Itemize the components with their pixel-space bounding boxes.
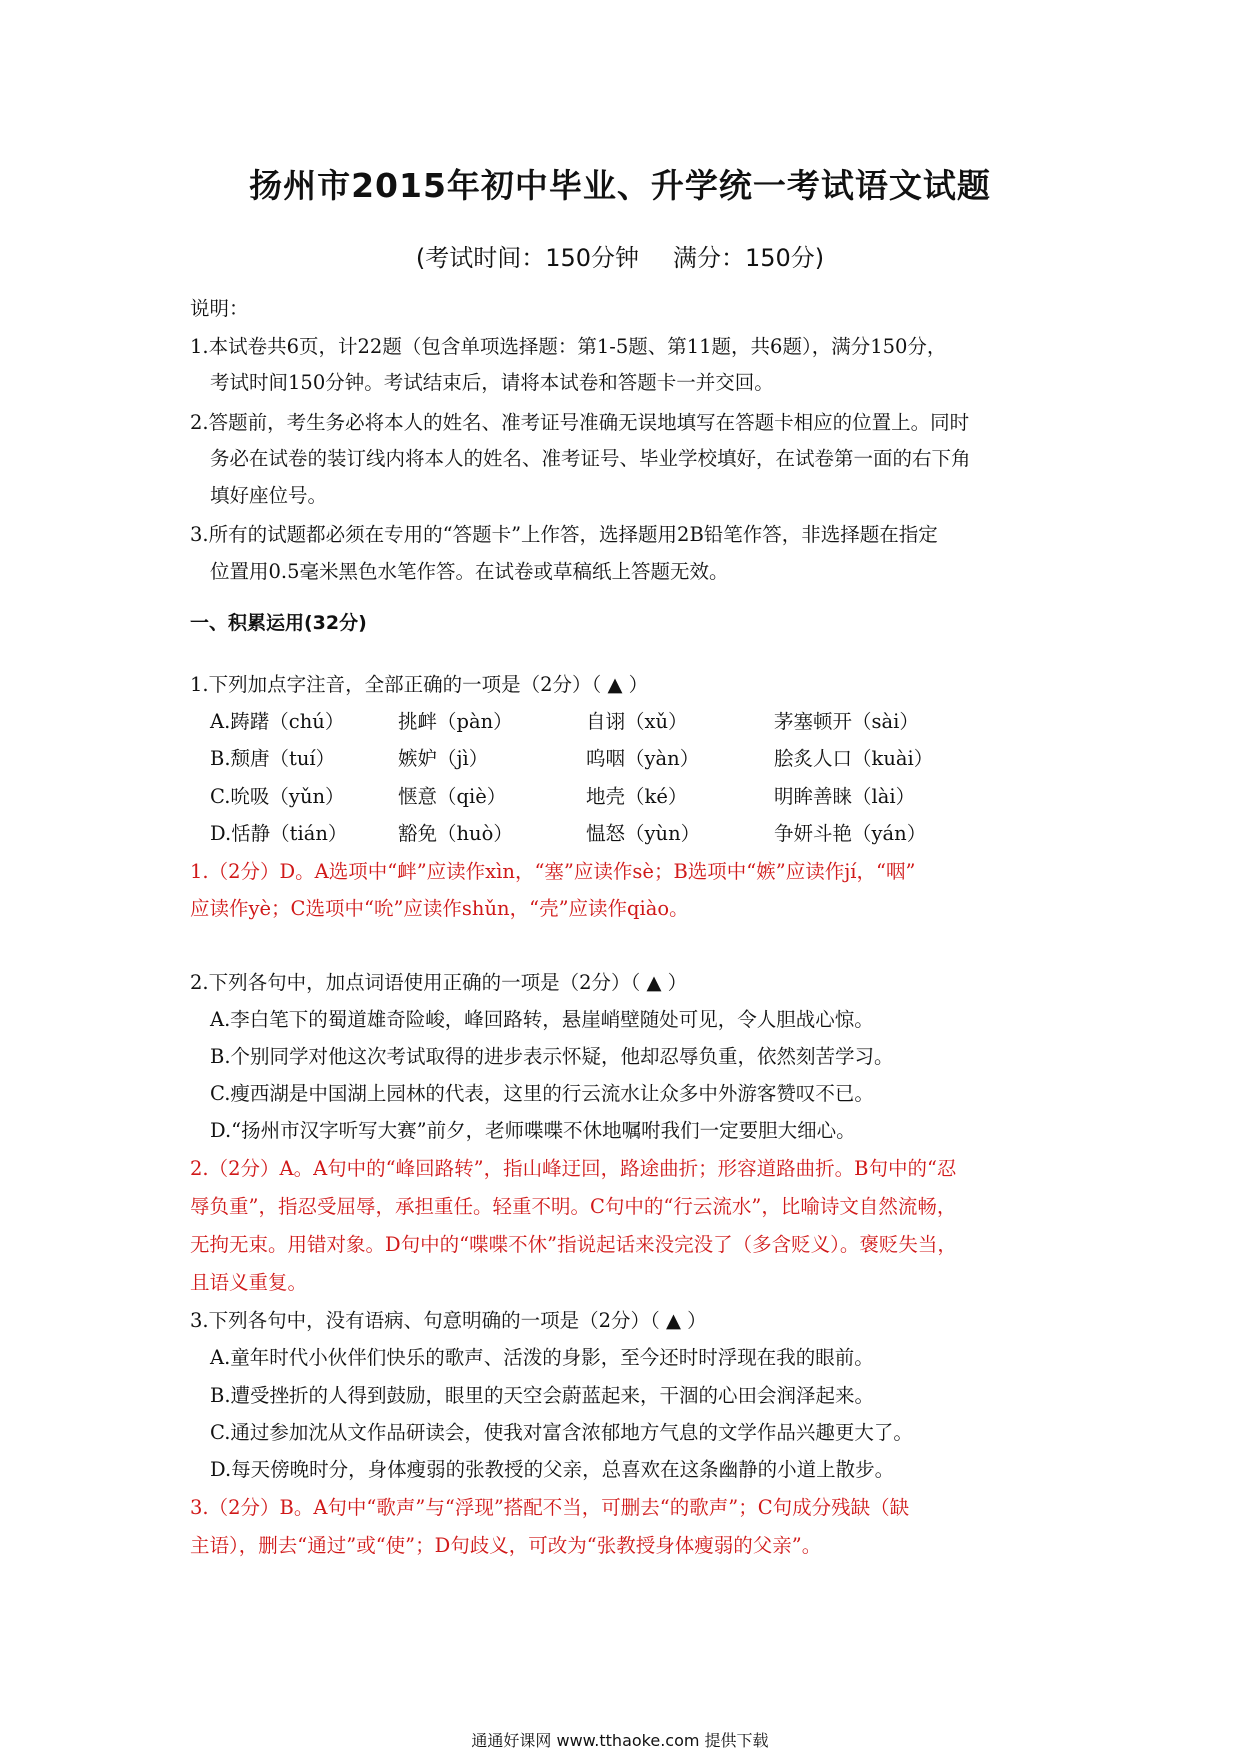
q1-option: 自诩（xǔ）	[586, 710, 688, 733]
q1-option: 挑衅（pàn）	[398, 710, 513, 733]
q2-answer-line1: 2.（2分）A。A句中的“峰回路转”，指山峰迂回，路途曲折；形容道路曲折。B句中的“忍	[190, 1157, 957, 1180]
instructions-heading: 说明：	[190, 297, 249, 320]
q1-option: B.颓唐（tuí）	[210, 747, 336, 770]
instruction-2-line1: 2.答题前，考生务必将本人的姓名、准考证号准确无误地填写在答题卡相应的位置上。同时	[190, 411, 970, 434]
q2-answer-line2: 辱负重”，指忍受屈辱，承担重任。轻重不明。C句中的“行云流水”，比喻诗文自然流畅，	[190, 1195, 957, 1218]
instruction-2-line2: 务必在试卷的装订线内将本人的姓名、准考证号、毕业学校填好，在试卷第一面的右下角	[210, 447, 971, 470]
instruction-1-line1: 1.本试卷共6页，计22题（包含单项选择题：第1-5题、第11题，共6题），满分150分，	[190, 335, 947, 358]
q3-option-c: C.通过参加沈从文作品研读会，使我对富含浓郁地方气息的文学作品兴趣更大了。	[210, 1421, 913, 1444]
q1-answer-line2: 应读作yè；C选项中“吮”应读作shǔn，“壳”应读作qiào。	[190, 897, 689, 920]
section-heading: 一、积累运用(32分)	[190, 612, 367, 634]
q2-answer-line3: 无拘无束。用错对象。D句中的“喋喋不休”指说起话来没完没了（多含贬义）。褒贬失当，	[190, 1233, 957, 1256]
q1-option: D.恬静（tián）	[210, 822, 348, 845]
q2-option-c: C.瘦西湖是中国湖上园林的代表，这里的行云流水让众多中外游客赞叹不已。	[210, 1082, 874, 1105]
instruction-1-line2: 考试时间150分钟。考试结束后，请将本试卷和答题卡一并交回。	[210, 371, 774, 394]
instruction-2-line3: 填好座位号。	[210, 484, 328, 507]
exam-time: (考试时间：150分钟	[415, 244, 639, 272]
instruction-3-line1: 3.所有的试题都必须在专用的“答题卡”上作答，选择题用2B铅笔作答，非选择题在指定	[190, 523, 938, 546]
q3-answer-line1: 3.（2分）B。A句中“歌声”与“浮现”搭配不当，可删去“的歌声”；C句成分残缺（缺	[190, 1496, 910, 1519]
q3-option-a: A.童年时代小伙伴们快乐的歌声、活泼的身影，至今还时时浮现在我的眼前。	[210, 1346, 874, 1369]
q2-option-d: D.“扬州市汉字听写大赛”前夕，老师喋喋不休地嘱咐我们一定要胆大细心。	[210, 1119, 856, 1142]
q3-option-b: B.遭受挫折的人得到鼓励，眼里的天空会蔚蓝起来，干涸的心田会润泽起来。	[210, 1384, 875, 1407]
exam-subtitle	[0, 238, 1240, 273]
instruction-3-line2: 位置用0.5毫米黑色水笔作答。在试卷或草稿纸上答题无效。	[210, 560, 729, 583]
q1-stem: 1.下列加点字注音，全部正确的一项是（2分）（ ▲ ）	[190, 673, 649, 696]
q1-answer-line1: 1.（2分）D。A选项中“衅”应读作xìn，“塞”应读作sè；B选项中“嫉”应读作jí，“咽”	[190, 860, 916, 883]
q2-stem: 2.下列各句中，加点词语使用正确的一项是（2分）（ ▲ ）	[190, 971, 688, 994]
q2-option-b: B.个别同学对他这次考试取得的进步表示怀疑，他却忍辱负重，依然刻苦学习。	[210, 1045, 894, 1068]
q1-option: 地壳（ké）	[586, 785, 688, 808]
q1-option: 脍炙人口（kuài）	[774, 747, 934, 770]
q1-option: 茅塞顿开（sài）	[774, 710, 919, 733]
q1-option: 争妍斗艳（yán）	[774, 822, 927, 845]
footer-credit: 通通好课网 www.tthaoke.com 提供下载	[471, 1731, 769, 1750]
q1-option: A.踌躇（chú）	[210, 710, 345, 733]
q1-option: 呜咽（yàn）	[586, 747, 700, 770]
q1-option: C.吮吸（yǔn）	[210, 785, 345, 808]
q1-option: 明眸善睐（lài）	[774, 785, 916, 808]
q3-option-d: D.每天傍晚时分，身体瘦弱的张教授的父亲，总喜欢在这条幽静的小道上散步。	[210, 1458, 895, 1481]
q1-option: 豁免（huò）	[398, 822, 513, 845]
exam-title: 扬州市2015年初中毕业、升学统一考试语文试题	[249, 166, 991, 205]
q1-option: 惬意（qiè）	[398, 785, 507, 808]
full-score: 满分：150分)	[673, 244, 825, 272]
q1-option: 嫉妒（jì）	[398, 747, 489, 770]
q2-answer-line4: 且语义重复。	[190, 1271, 308, 1294]
q1-option: 愠怒（yùn）	[586, 822, 701, 845]
q3-stem: 3.下列各句中，没有语病、句意明确的一项是（2分）（ ▲ ）	[190, 1309, 707, 1332]
q3-answer-line2: 主语），删去“通过”或“使”；D句歧义，可改为“张教授身体瘦弱的父亲”。	[190, 1534, 822, 1557]
q2-option-a: A.李白笔下的蜀道雄奇险峻，峰回路转，悬崖峭壁随处可见，令人胆战心惊。	[210, 1008, 874, 1031]
